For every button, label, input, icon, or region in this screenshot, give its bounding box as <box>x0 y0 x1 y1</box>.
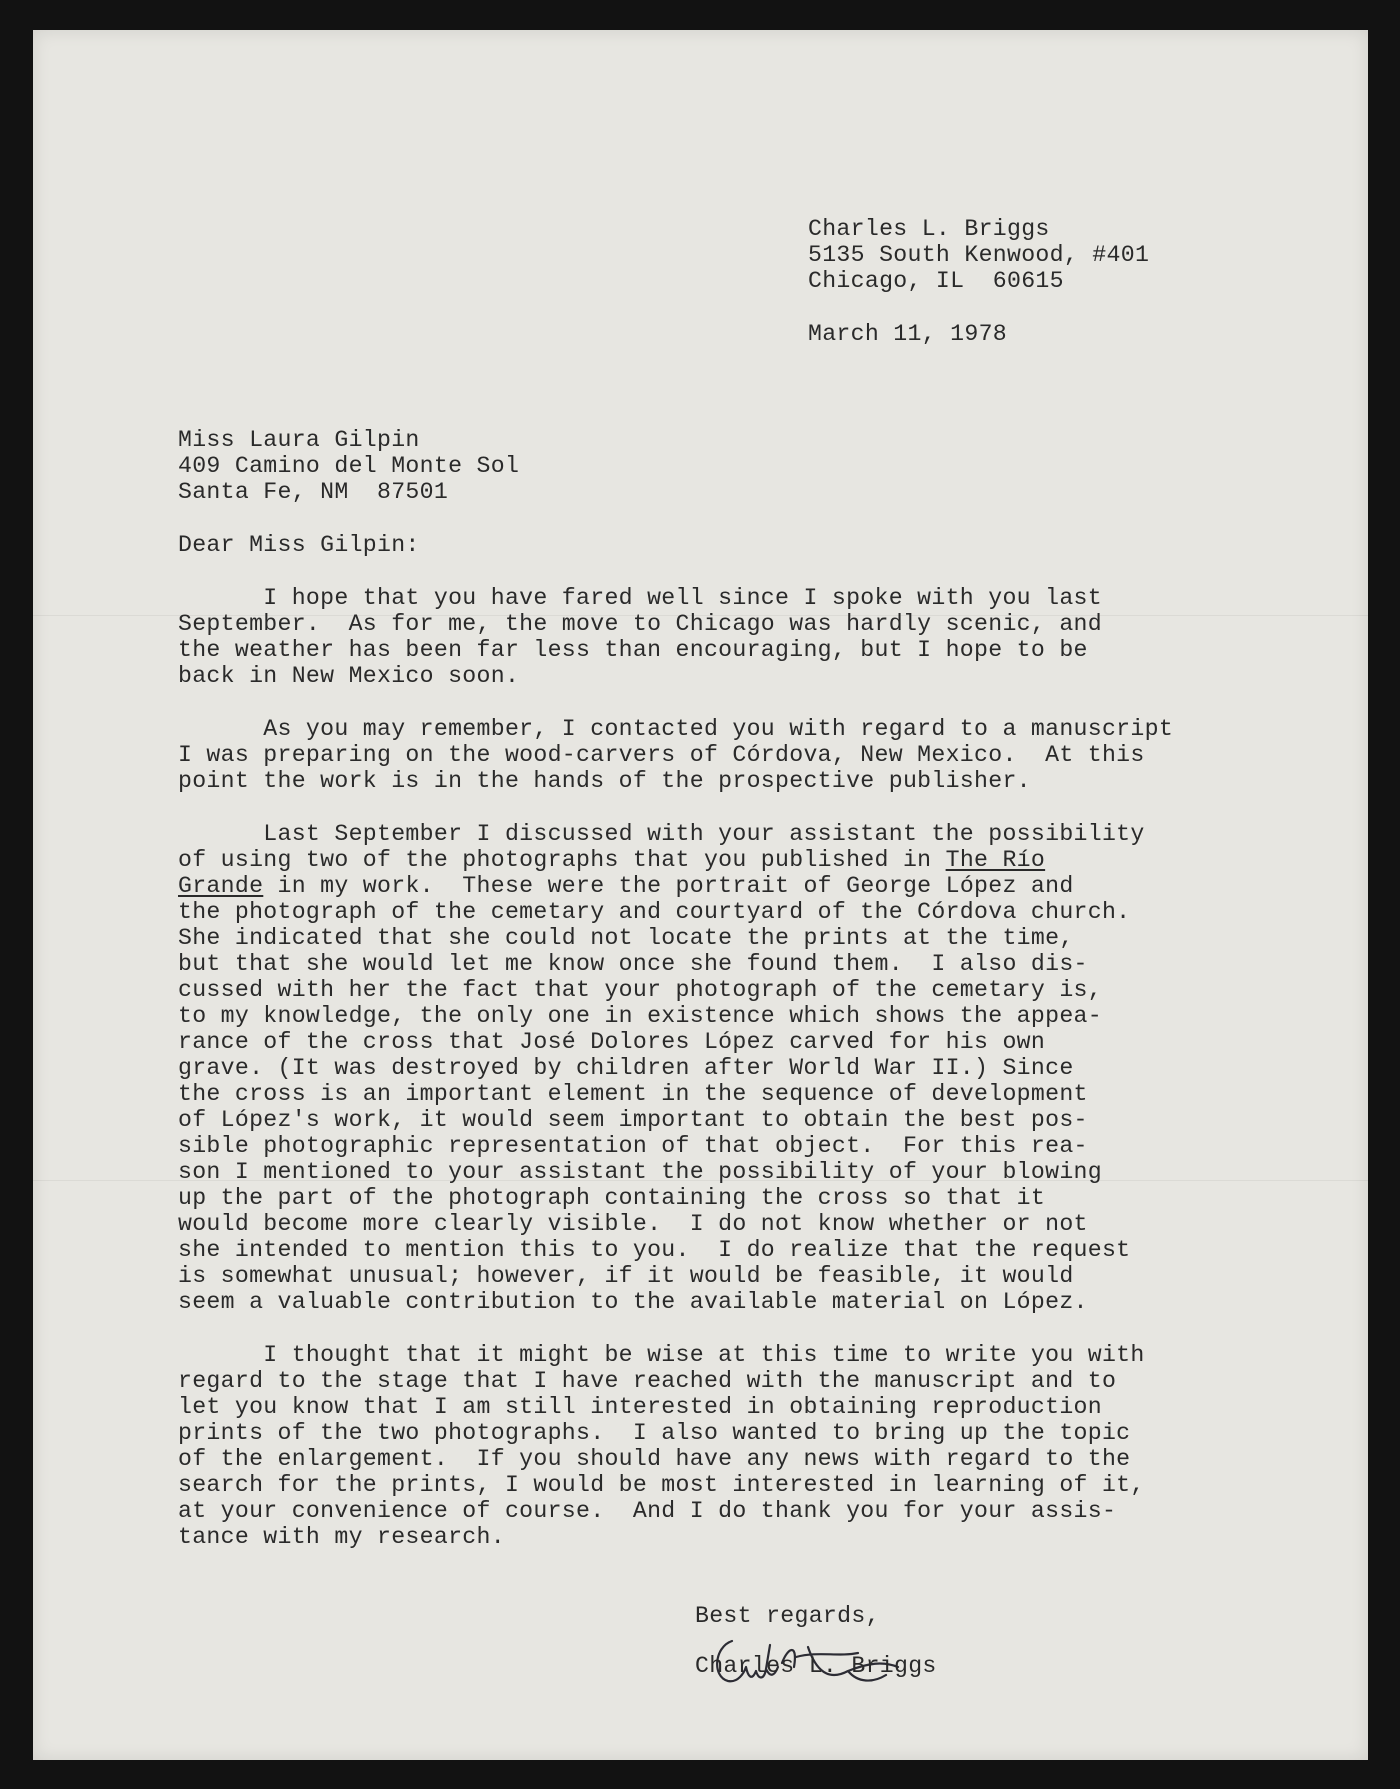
paragraph-2-line: I was preparing on the wood-carvers of Córdova, New Mexico. At this <box>178 742 1145 768</box>
paragraph-4-line: of the enlargement. If you should have any news with regard to the <box>178 1446 1131 1472</box>
book-title: The Río <box>945 847 1046 873</box>
paragraph-3-line: of López's work, it would seem important to obtain the best pos- <box>178 1107 1088 1133</box>
paragraph-3-line: would become more clearly visible. I do not know whether or not <box>178 1211 1088 1237</box>
recipient-street: 409 Camino del Monte Sol <box>178 453 520 479</box>
paragraph-4-line: at your convenience of course. And I do thank you for your assis- <box>178 1498 1117 1524</box>
paragraph-3-text: in my work. These were the portrait of George López and <box>263 873 1074 899</box>
sender-street: 5135 South Kenwood, #401 <box>808 242 1150 268</box>
paragraph-1-line: back in New Mexico soon. <box>178 663 520 689</box>
paragraph-3-line: seem a valuable contribution to the available material on López. <box>178 1289 1088 1315</box>
book-title: Grande <box>178 873 264 899</box>
paragraph-3-line: the photograph of the cemetary and courtyard of the Córdova church. <box>178 899 1131 925</box>
paragraph-3-line: is somewhat unusual; however, if it would be feasible, it would <box>178 1263 1074 1289</box>
letter-page <box>33 30 1368 1760</box>
paragraph-3-line: sible photographic representation of that object. For this rea- <box>178 1133 1088 1159</box>
paragraph-3-line: but that she would let me know once she found them. I also dis- <box>178 951 1088 977</box>
paragraph-3-line: to my knowledge, the only one in existence which shows the appea- <box>178 1003 1102 1029</box>
paragraph-3-line: grave. (It was destroyed by children after World War II.) Since <box>178 1055 1074 1081</box>
letter-date: March 11, 1978 <box>808 321 1008 347</box>
signature-name: Charles L. Briggs <box>695 1653 937 1679</box>
paragraph-1-line: September. As for me, the move to Chicago was hardly scenic, and <box>178 611 1102 637</box>
paragraph-2-line: As you may remember, I contacted you with regard to a manuscript <box>178 716 1174 742</box>
paragraph-4-line: tance with my research. <box>178 1524 505 1550</box>
recipient-city: Santa Fe, NM 87501 <box>178 479 449 505</box>
paragraph-4-line: let you know that I am still interested in obtaining reproduction <box>178 1394 1102 1420</box>
sender-name: Charles L. Briggs <box>808 216 1050 242</box>
paragraph-3-line: Last September I discussed with your assistant the possibility <box>178 821 1145 847</box>
paragraph-3-line: cussed with her the fact that your photograph of the cemetary is, <box>178 977 1102 1003</box>
paragraph-3-line: son I mentioned to your assistant the possibility of your blowing <box>178 1159 1102 1185</box>
paragraph-3-line: up the part of the photograph containing the cross so that it <box>178 1185 1046 1211</box>
paragraph-3-line <box>178 873 1074 899</box>
paragraph-3-line: She indicated that she could not locate the prints at the time, <box>178 925 1074 951</box>
paragraph-3-line <box>178 847 1045 873</box>
paragraph-1-line: I hope that you have fared well since I spoke with you last <box>178 585 1102 611</box>
paragraph-4-line: prints of the two photographs. I also wanted to bring up the topic <box>178 1420 1131 1446</box>
paragraph-3-line: the cross is an important element in the sequence of development <box>178 1081 1088 1107</box>
paragraph-4-line: search for the prints, I would be most interested in learning of it, <box>178 1472 1145 1498</box>
paragraph-4-line: I thought that it might be wise at this time to write you with <box>178 1342 1145 1368</box>
paragraph-3-text: of using two of the photographs that you published in <box>178 847 946 873</box>
paragraph-3-line: rance of the cross that José Dolores López carved for his own <box>178 1029 1046 1055</box>
salutation: Dear Miss Gilpin: <box>178 532 420 558</box>
sender-city: Chicago, IL 60615 <box>808 268 1064 294</box>
paragraph-2-line: point the work is in the hands of the prospective publisher. <box>178 768 1031 794</box>
paragraph-1-line: the weather has been far less than encouraging, but I hope to be <box>178 637 1088 663</box>
paragraph-4-line: regard to the stage that I have reached with the manuscript and to <box>178 1368 1117 1394</box>
recipient-name: Miss Laura Gilpin <box>178 427 420 453</box>
paragraph-3-line: she intended to mention this to you. I do realize that the request <box>178 1237 1131 1263</box>
closing: Best regards, <box>695 1603 880 1629</box>
